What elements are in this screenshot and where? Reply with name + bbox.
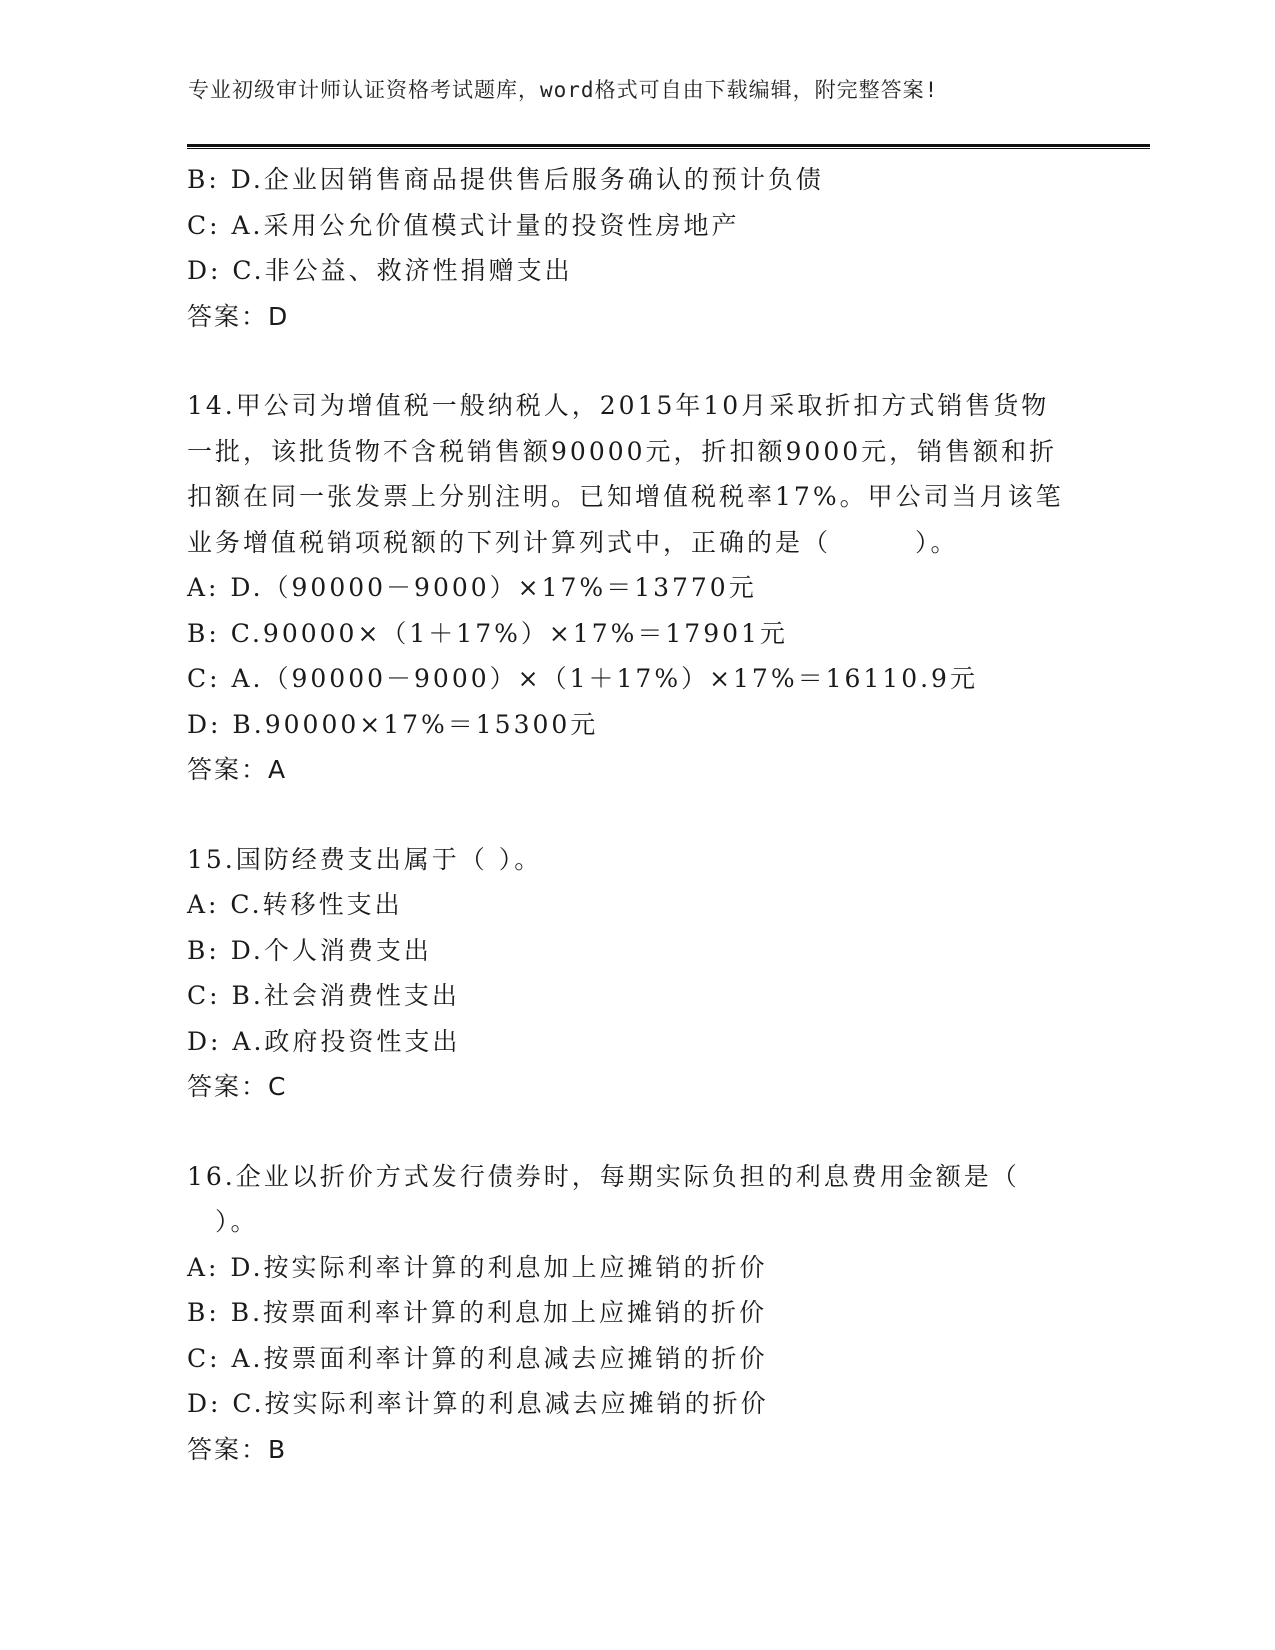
option-d: D: C.非公益、救济性捐赠支出 [187,256,573,285]
question-stem-line: 一批，该批货物不含税销售额90000元，折扣额9000元，销售额和折 [187,436,1058,466]
question-list [187,157,1117,1472]
answer-line: 答案：B [187,1434,288,1464]
answer-line: 答案：D [187,301,290,331]
question-stem-line: 15.国防经费支出属于（ ）。 [187,844,543,874]
question-stem-line: 扣额在同一张发票上分别注明。已知增值税税率17%。甲公司当月该笔 [187,482,1064,511]
option-d: D: A.政府投资性支出 [187,1026,461,1056]
option-d: D: B.90000×17%＝15300元 [187,709,599,739]
question-16 [187,1154,1117,1473]
option-d: D: C.按实际利率计算的利息减去应摊销的折价 [187,1389,769,1418]
option-b: B: B.按票面利率计算的利息加上应摊销的折价 [187,1298,768,1327]
answer-line: 答案：C [187,1072,288,1101]
question-14 [187,383,1117,793]
option-c: C: B.社会消费性支出 [187,981,460,1010]
option-c: C: A.采用公允价值模式计量的投资性房地产 [187,210,740,240]
question-15 [187,837,1117,1110]
option-a: A: D.按实际利率计算的利息加上应摊销的折价 [187,1252,768,1282]
option-a: A: D.（90000－9000）×17%＝13770元 [187,573,757,602]
question-stem-line: 16.企业以折价方式发行债券时，每期实际负担的利息费用金额是（ [187,1161,1020,1191]
option-a: A: C.转移性支出 [187,890,403,919]
page-header: 专业初级审计师认证资格考试题库，word格式可自由下载编辑，附完整答案! [188,78,939,102]
question-stem-line: 业务增值税销项税额的下列计算列式中，正确的是（ ）。 [187,527,959,557]
question-stem-line: ）。 [187,1207,259,1236]
header-divider [187,144,1150,149]
question-stem-line: 14.甲公司为增值税一般纳税人，2015年10月采取折扣方式销售货物 [187,391,1050,420]
option-b: B: D.企业因销售商品提供售后服务确认的预计负债 [187,165,824,194]
option-b: B: C.90000×（1＋17%）×17%＝17901元 [187,618,788,648]
answer-line: 答案：A [187,755,288,784]
option-b: B: D.个人消费支出 [187,935,432,965]
question-13-continued [187,157,1117,339]
option-c: C: A.按票面利率计算的利息减去应摊销的折价 [187,1343,768,1373]
option-c: C: A.（90000－9000）×（1＋17%）×17%＝16110.9元 [187,664,978,693]
